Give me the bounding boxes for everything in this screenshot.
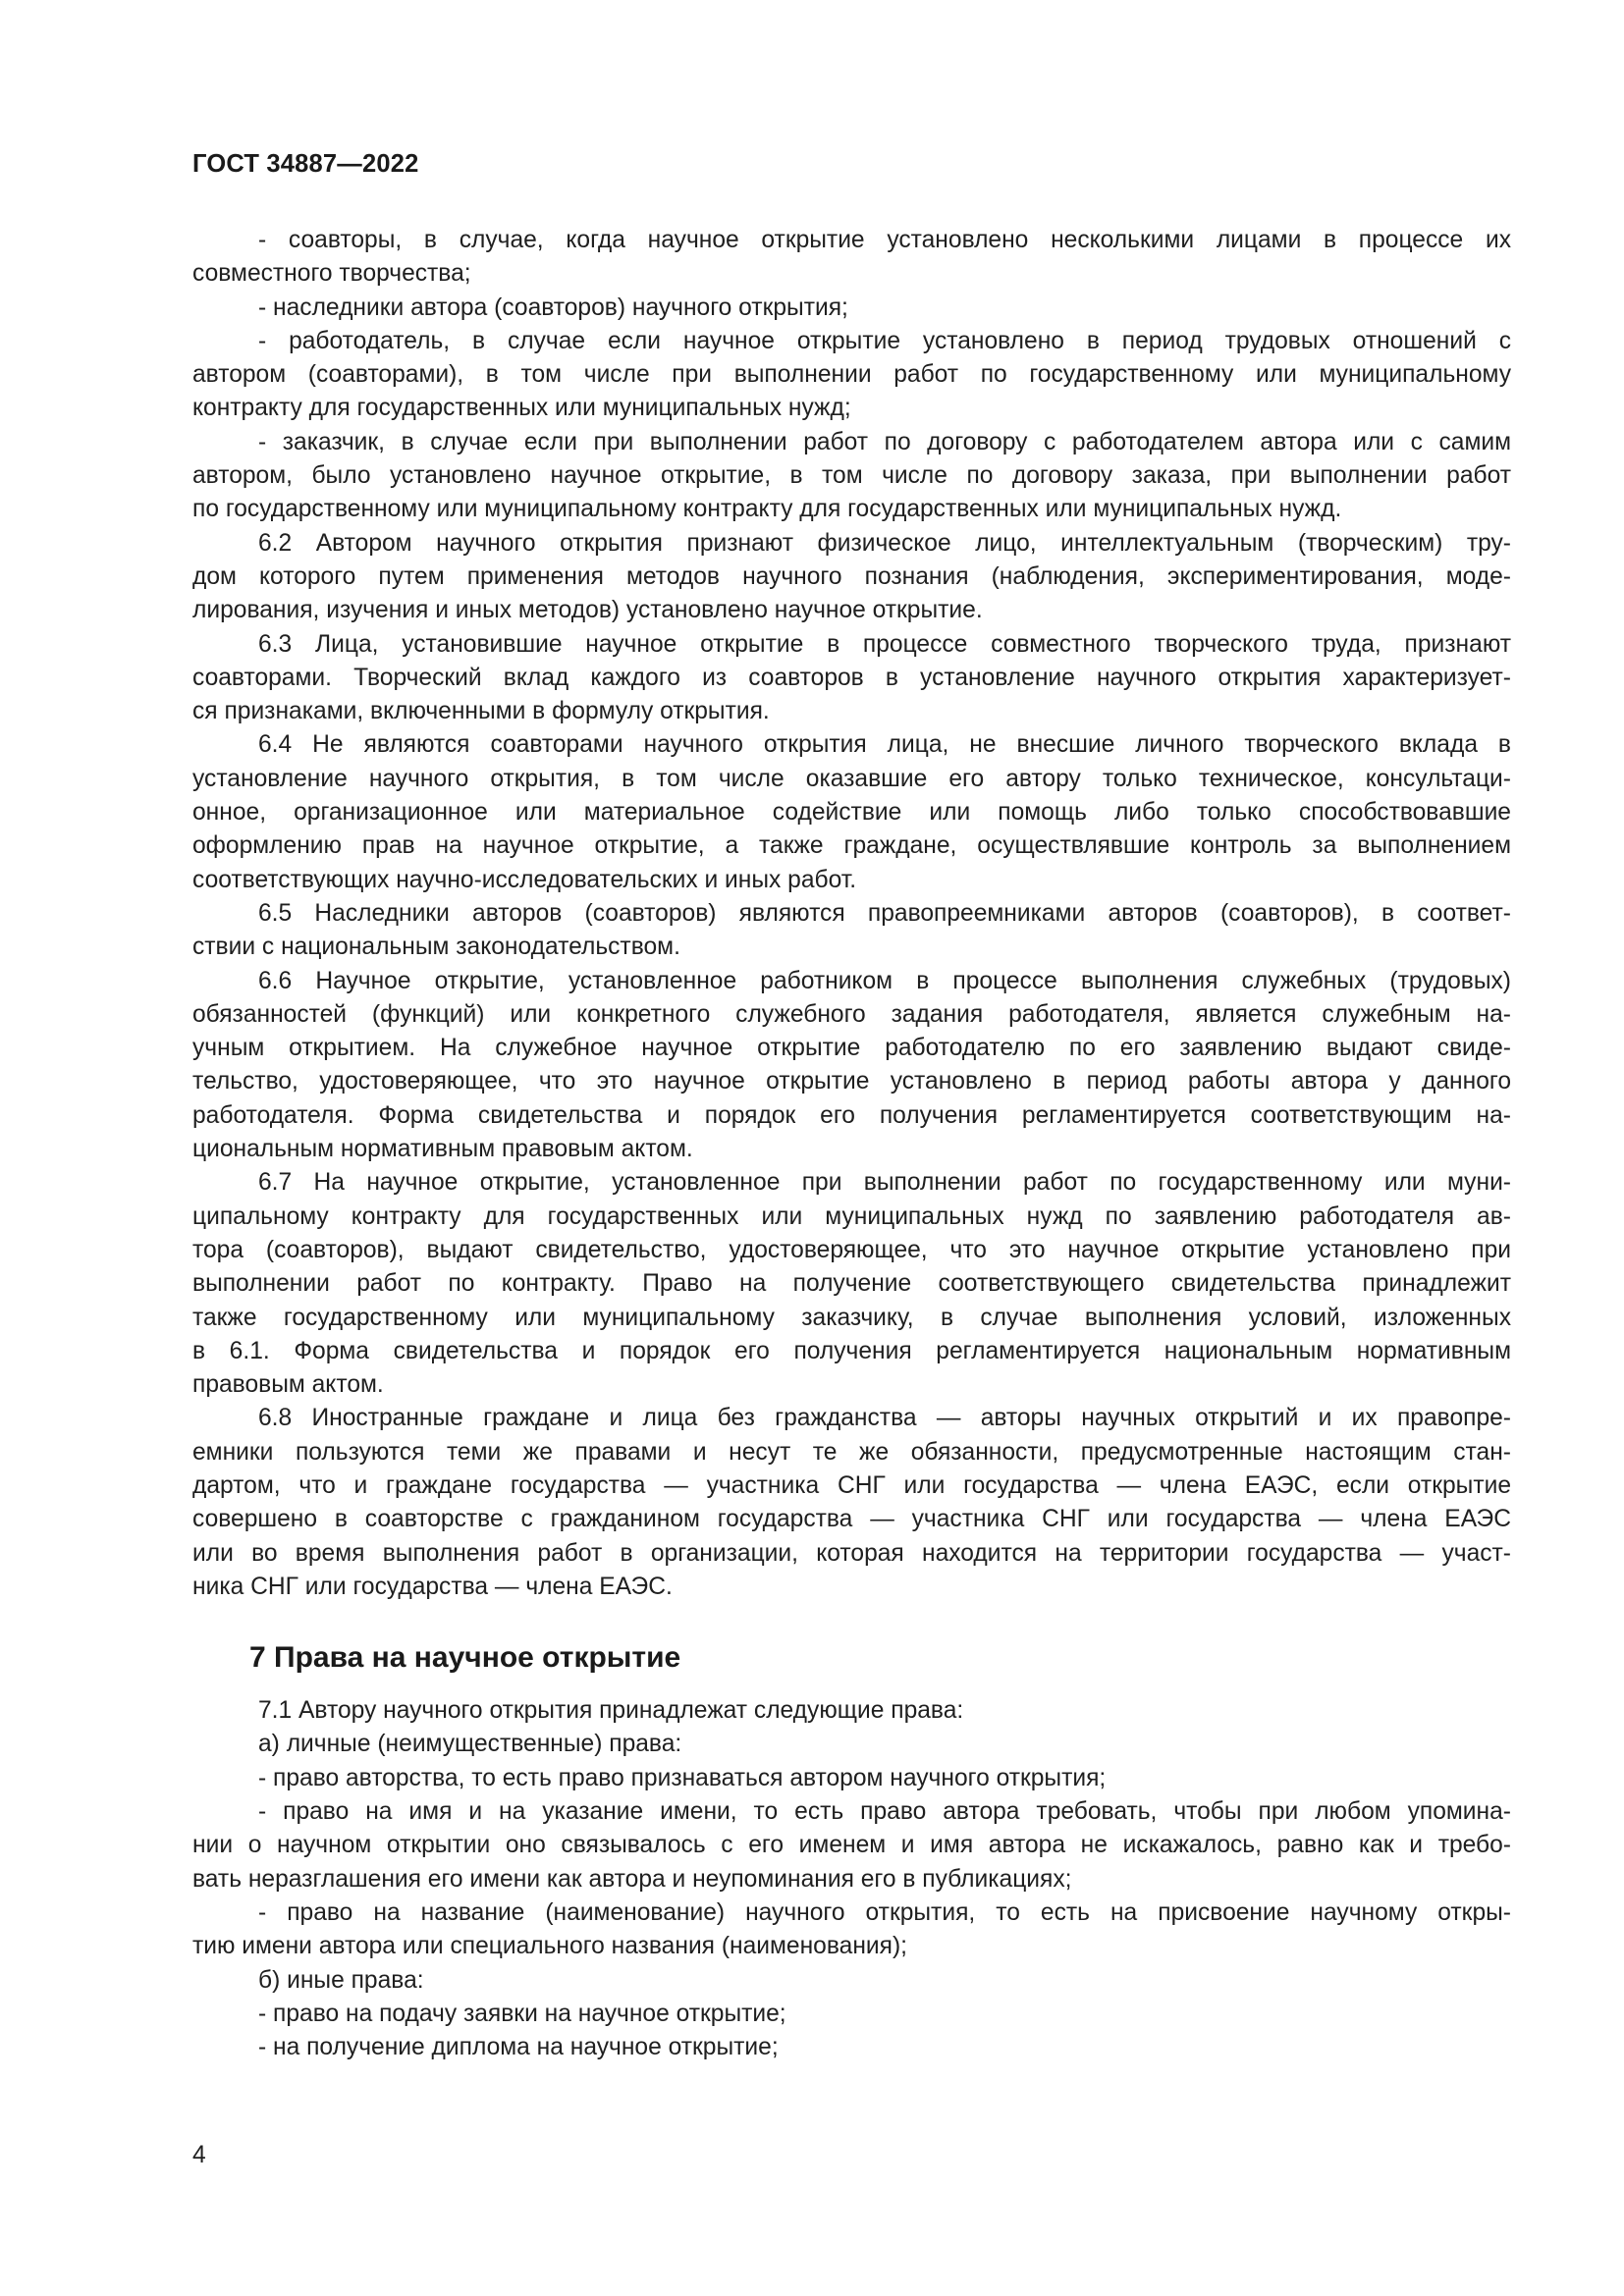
text-line: соответствующих научно-исследовательских и иных работ. — [192, 866, 857, 893]
paragraph — [192, 1762, 1511, 1795]
text-line: работодателя. Форма свидетельства и порядок его получения регламентируется соответствующим на- — [192, 1101, 1511, 1129]
text-line: б) иные права: — [258, 1966, 424, 1994]
text-line: учным открытием. На служебное научное открытие работодателю по его заявлению выдают свиде- — [192, 1035, 1511, 1062]
text-line: - на получение диплома на научное открытие; — [258, 2034, 779, 2061]
text-line: вать неразглашения его имени как автора и неупоминания его в публикациях; — [192, 1865, 1072, 1893]
text-line: тора (соавторов), выдают свидетельство, удостоверяющее, что это научное открытие установлено при — [192, 1236, 1511, 1263]
text-line: 6.2 Автором научного открытия признают физическое лицо, интеллектуальным (творческим) тру- — [258, 529, 1511, 557]
text-line: 6.3 Лица, установившие научное открытие в процессе совместного творческого труда, признают — [258, 630, 1511, 658]
clause-6-continuation — [192, 224, 1511, 1604]
text-line: по государственному или муниципальному контракту для государственных или муниципальных нужд. — [192, 496, 1342, 523]
text-line: циональным нормативным правовым актом. — [192, 1136, 693, 1163]
text-line: - заказчик, в случае если при выполнении работ по договору с работодателем автора или с самим — [258, 428, 1511, 455]
text-line: ципальному контракту для государственных или муниципальных нужд по заявлению работодателя ав- — [192, 1202, 1511, 1230]
text-line: 6.8 Иностранные граждане и лица без гражданства — авторы научных открытий и их правопре- — [258, 1405, 1511, 1432]
text-line: также государственному или муниципальному заказчику, в случае выполнения условий, изложенных — [192, 1304, 1511, 1331]
text-line: - право на подачу заявки на научное открытие; — [258, 2000, 786, 2027]
text-line: ствии с национальным законодательством. — [192, 934, 680, 961]
paragraph — [192, 2031, 1511, 2064]
paragraph — [192, 325, 1511, 426]
text-line: - наследники автора (соавторов) научного открытия; — [258, 294, 848, 321]
text-line: совершено в соавторстве с гражданином государства — участника СНГ или государства — члена ЕАЭС — [192, 1506, 1511, 1533]
paragraph — [192, 426, 1511, 527]
paragraph — [192, 897, 1511, 965]
text-line: установление научного открытия, в том числе оказавшие его автору только техническое, консультаци- — [192, 765, 1511, 792]
text-line: автором (соавторами), в том числе при выполнении работ по государственному или муниципальному — [192, 361, 1511, 389]
text-line: 7.1 Автору научного открытия принадлежат следующие права: — [258, 1697, 964, 1725]
paragraph — [192, 1694, 1511, 1728]
text-line: - право на имя и на указание имени, то есть право автора требовать, чтобы при любом упомина- — [258, 1798, 1511, 1826]
text-line: дартом, что и граждане государства — участника СНГ или государства — члена ЕАЭС, если открытие — [192, 1471, 1511, 1499]
text-line: - соавторы, в случае, когда научное открытие установлено несколькими лицами в процессе их — [258, 227, 1511, 253]
text-line: а) личные (неимущественные) права: — [258, 1731, 682, 1758]
paragraph — [192, 965, 1511, 1167]
text-line: 6.6 Научное открытие, установленное работником в процессе выполнения служебных (трудовых) — [258, 967, 1511, 994]
text-line: - право авторства, то есть право признаваться автором научного открытия; — [258, 1764, 1107, 1791]
paragraph — [192, 224, 1511, 292]
text-line: 6.7 На научное открытие, установленное при выполнении работ по государственному или муни- — [258, 1169, 1511, 1197]
text-line: автором, было установлено научное открытие, в том числе по договору заказа, при выполнении работ — [192, 462, 1511, 490]
paragraph — [192, 728, 1511, 896]
text-line: выполнении работ по контракту. Право на получение соответствующего свидетельства принадлежит — [192, 1270, 1511, 1298]
paragraph — [192, 1402, 1511, 1604]
paragraph — [192, 1166, 1511, 1402]
paragraph — [192, 628, 1511, 729]
text-line: 6.4 Не являются соавторами научного открытия лица, не внесшие личного творческого вклада в — [258, 731, 1511, 759]
text-line: обязанностей (функций) или конкретного служебного задания работодателя, является служебным на- — [192, 1000, 1511, 1028]
paragraph — [192, 527, 1511, 628]
section-7-title: 7 Права на научное открытие — [249, 1641, 681, 1675]
text-line: тию имени автора или специального названия (наименования); — [192, 1933, 907, 1960]
text-line: совместного творчества; — [192, 260, 471, 288]
text-line: - работодатель, в случае если научное открытие установлено в период трудовых отношений с — [258, 327, 1511, 354]
text-line: в 6.1. Форма свидетельства и порядок его получения регламентируется национальным нормативным — [192, 1337, 1511, 1364]
text-line: или во время выполнения работ в организации, которая находится на территории государства — участ- — [192, 1539, 1511, 1567]
paragraph — [192, 1998, 1511, 2031]
text-line: дом которого путем применения методов научного познания (наблюдения, экспериментирования, моде- — [192, 562, 1511, 590]
text-line: соавторами. Творческий вклад каждого из соавторов в установление научного открытия характеризует- — [192, 664, 1511, 691]
paragraph — [192, 1964, 1511, 1998]
text-line: емники пользуются теми же правами и несут те же обязанности, предусмотренные настоящим стан- — [192, 1438, 1511, 1466]
text-line: нии о научном открытии оно связывалось с его именем и имя автора не искажалось, равно как и требо- — [192, 1832, 1511, 1859]
section-7-body — [192, 1694, 1511, 2064]
paragraph — [192, 1896, 1511, 1964]
text-line: лирования, изучения и иных методов) установлено научное открытие. — [192, 597, 983, 624]
text-line: онное, организационное или материальное содействие или помощь либо только способствовавшие — [192, 799, 1511, 827]
document-body — [192, 224, 1511, 2064]
text-line: тельство, удостоверяющее, что это научное открытие установлено в период работы автора у данного — [192, 1068, 1511, 1095]
text-line: - право на название (наименование) научного открытия, то есть на присвоение научному откры- — [258, 1898, 1511, 1926]
text-line: 6.5 Наследники авторов (соавторов) являются правопреемниками авторов (соавторов), в соответ- — [258, 899, 1511, 927]
paragraph — [192, 1728, 1511, 1761]
paragraph — [192, 292, 1511, 325]
text-line: контракту для государственных или муниципальных нужд; — [192, 395, 851, 422]
text-line: ся признаками, включенными в формулу открытия. — [192, 698, 770, 725]
document-code-header: ГОСТ 34887—2022 — [192, 150, 419, 178]
text-line: ника СНГ или государства — члена ЕАЭС. — [192, 1573, 673, 1600]
text-line: оформлению прав на научное открытие, а также граждане, осуществлявшие контроль за выполнением — [192, 832, 1511, 860]
paragraph — [192, 1795, 1511, 1896]
page-number: 4 — [192, 2142, 206, 2168]
text-line: правовым актом. — [192, 1371, 384, 1399]
